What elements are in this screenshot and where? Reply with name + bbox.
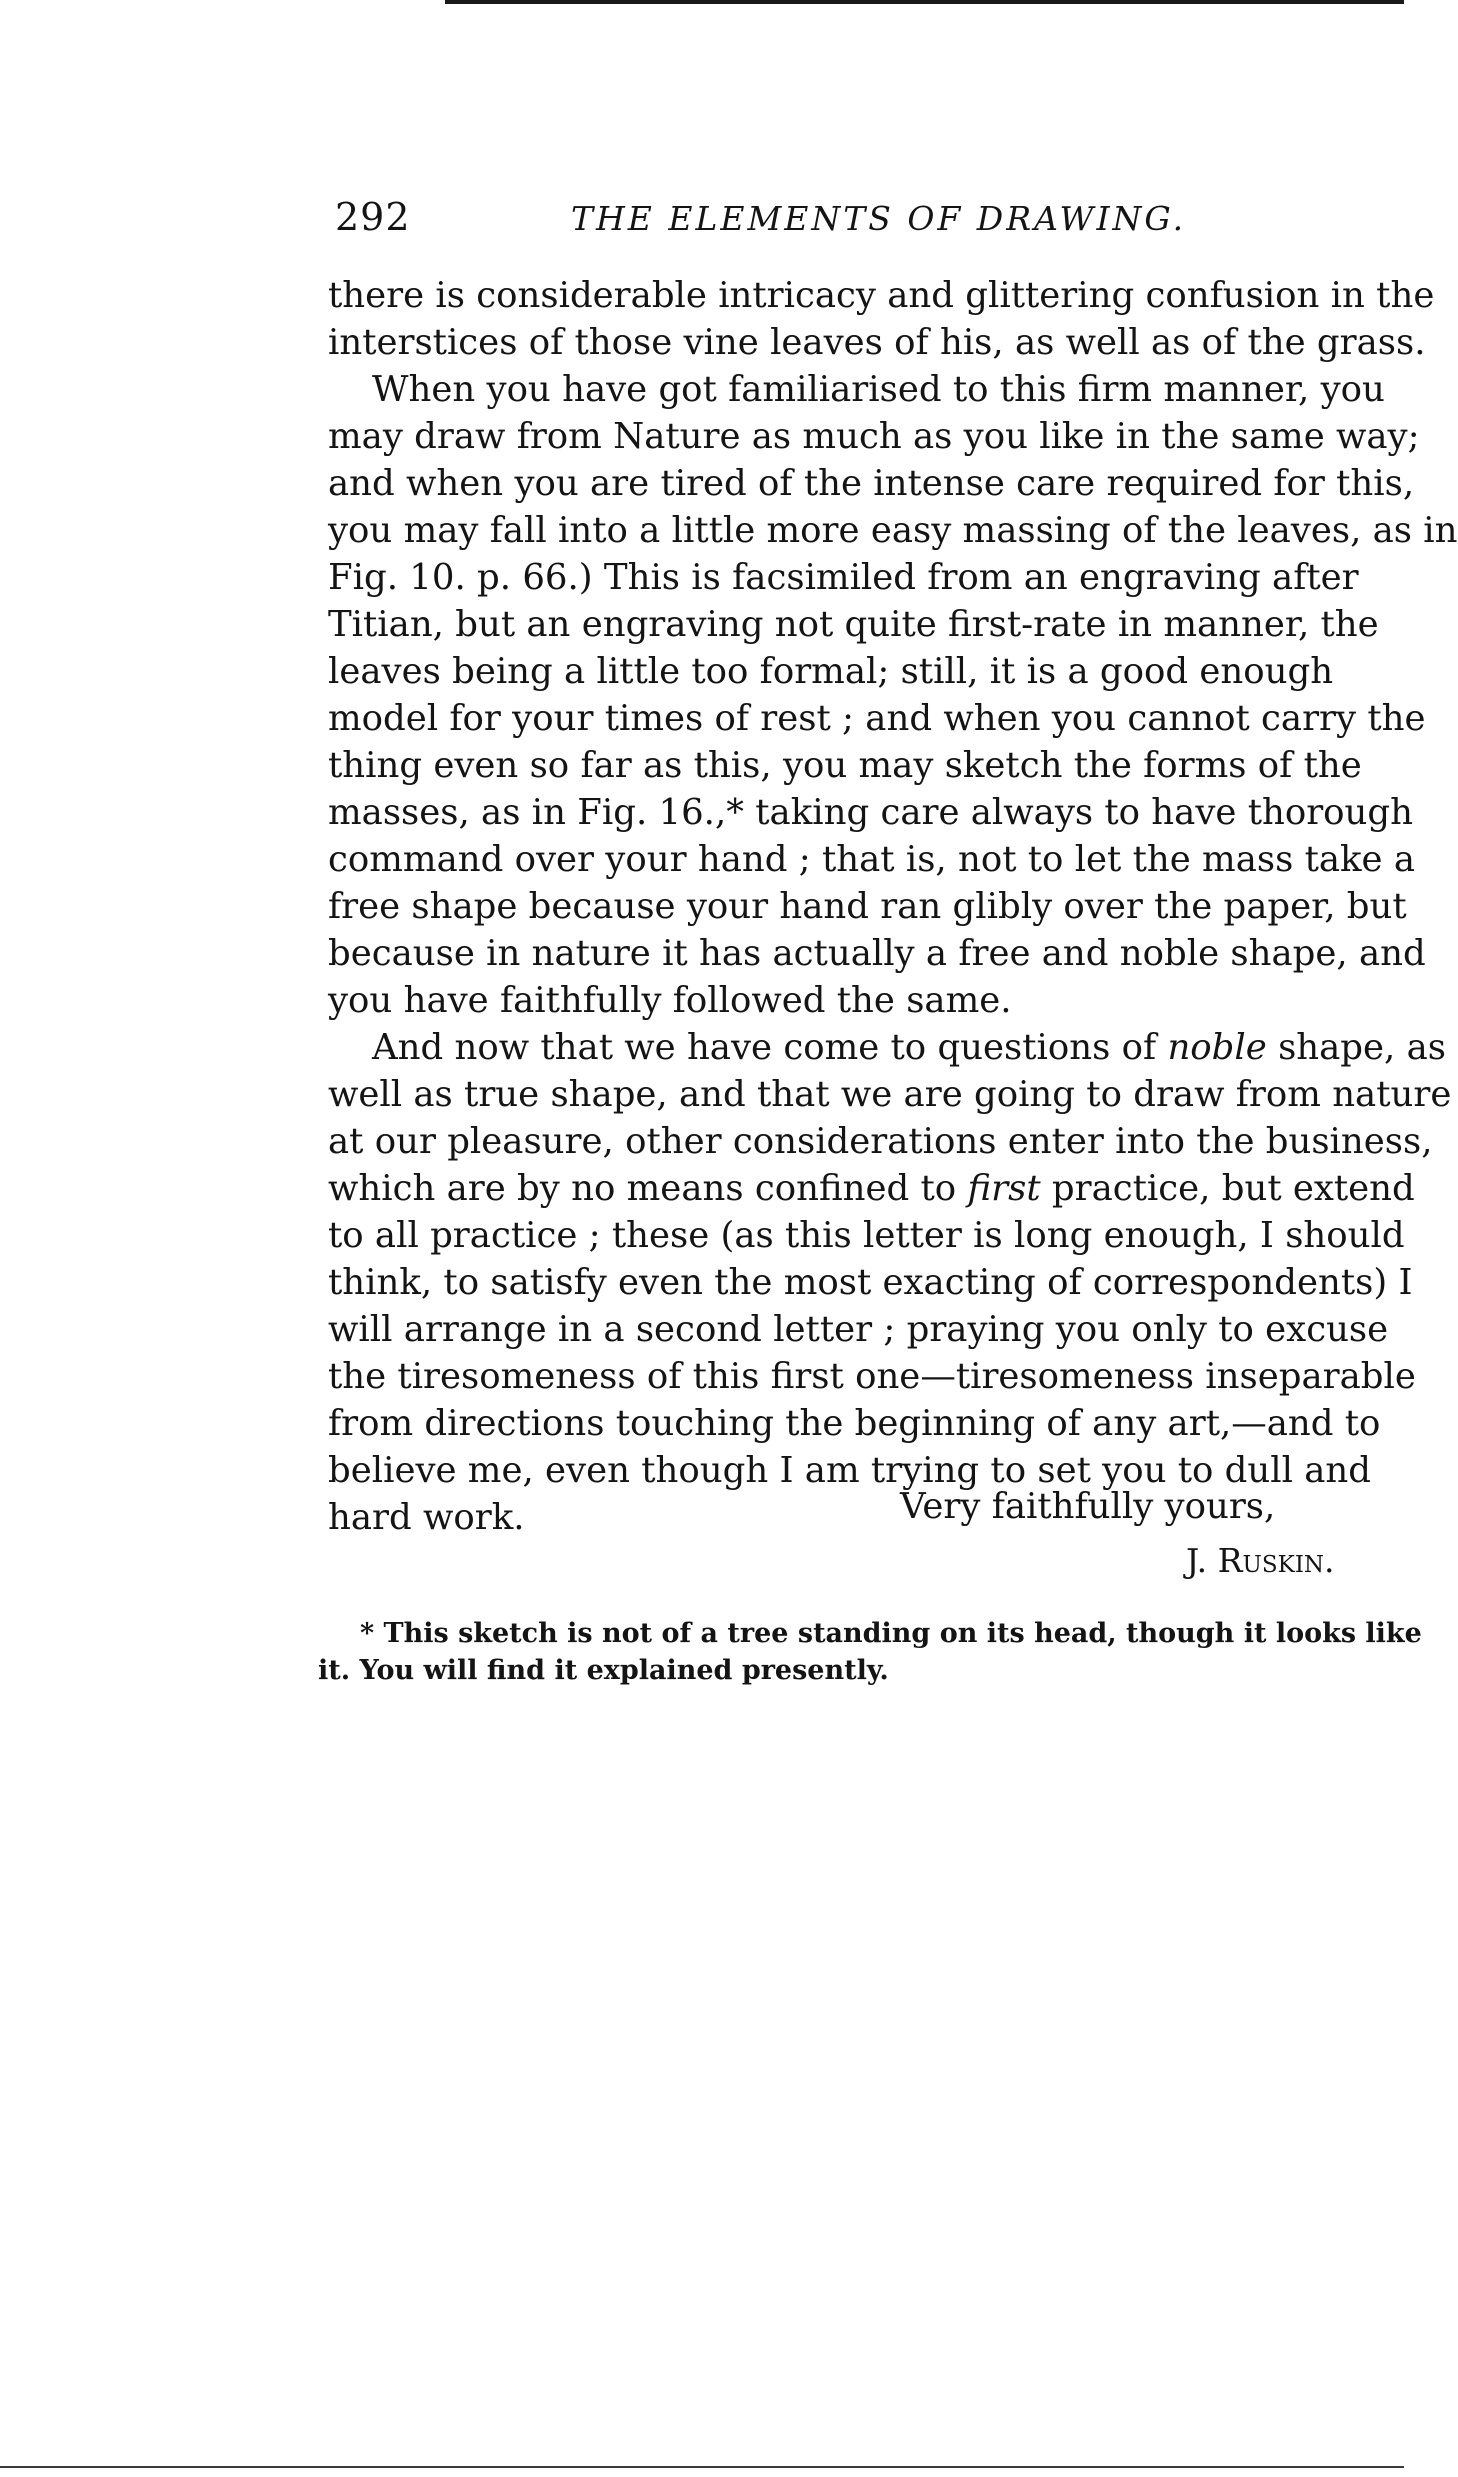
- signature: [1186, 1536, 1335, 1586]
- bottom-edge-rule: [0, 2466, 1404, 2468]
- text-line: Titian, but an engraving not quite first-rate in manner, the: [328, 604, 1379, 645]
- signature-initial: J.: [1186, 1541, 1208, 1580]
- text-line: [328, 1165, 1415, 1212]
- signature-name: Ruskin.: [1217, 1541, 1335, 1580]
- text-line: and when you are tired of the intense care required for this,: [328, 463, 1415, 504]
- text-line: free shape because your hand ran glibly over the paper, but: [328, 886, 1407, 927]
- running-head: THE ELEMENTS OF DRAWING.: [571, 199, 1187, 238]
- text-line: model for your times of rest ; and when you cannot carry the: [328, 698, 1426, 739]
- text-line: to all practice ; these (as this letter is long enough, I should: [328, 1215, 1405, 1256]
- text-line: because in nature it has actually a free and noble shape, and: [328, 933, 1426, 974]
- text-line: will arrange in a second letter ; praying you only to excuse: [328, 1309, 1389, 1350]
- page-number: 292: [335, 195, 411, 239]
- text-line: masses, as in Fig. 16.,* taking care always to have thorough: [328, 792, 1413, 833]
- footnote: [318, 1615, 1422, 1689]
- page-header: [335, 192, 1404, 242]
- text-line: you have faithfully followed the same.: [328, 980, 1012, 1021]
- text-line: leaves being a little too formal; still, it is a good enough: [328, 651, 1334, 692]
- text-line: [328, 1024, 1446, 1071]
- body-text: [328, 272, 1458, 1541]
- text-segment: which are by no means confined to: [328, 1168, 957, 1209]
- text-line: think, to satisfy even the most exacting of correspondents) I: [328, 1262, 1413, 1303]
- valediction: Very faithfully yours,: [900, 1486, 1276, 1527]
- text-line: from directions touching the beginning of any art,—and to: [328, 1403, 1381, 1444]
- text-segment: practice, but extend: [1051, 1168, 1415, 1209]
- text-segment: shape, as: [1278, 1027, 1446, 1068]
- text-line: there is considerable intricacy and glittering confusion in the: [328, 275, 1435, 316]
- text-line: believe me, even though I am trying to set you to dull and: [328, 1450, 1371, 1491]
- top-edge-rule: [445, 0, 1404, 4]
- text-line: well as true shape, and that we are going to draw from nature: [328, 1074, 1452, 1115]
- text-line: may draw from Nature as much as you like in the same way;: [328, 416, 1420, 457]
- text-line: thing even so far as this, you may sketch the forms of the: [328, 745, 1362, 786]
- text-line: the tiresomeness of this first one—tiresomeness inseparable: [328, 1356, 1416, 1397]
- footnote-line: it. You will find it explained presently.: [318, 1655, 889, 1686]
- text-line: Fig. 10. p. 66.) This is facsimiled from an engraving after: [328, 557, 1359, 598]
- text-line: interstices of those vine leaves of his, as well as of the grass.: [328, 322, 1426, 363]
- text-line: When you have got familiarised to this firm manner, you: [372, 369, 1385, 410]
- text-line: at our pleasure, other considerations enter into the business,: [328, 1121, 1433, 1162]
- footnote-line: * This sketch is not of a tree standing on its head, though it looks like: [360, 1618, 1422, 1649]
- text-line: you may fall into a little more easy massing of the leaves, as in: [328, 510, 1458, 551]
- text-segment: And now that we have come to questions of: [372, 1027, 1157, 1068]
- text-line: command over your hand ; that is, not to let the mass take a: [328, 839, 1415, 880]
- text-line: hard work.: [328, 1497, 525, 1538]
- italic-word: noble: [1167, 1027, 1267, 1068]
- italic-word: first: [967, 1168, 1041, 1209]
